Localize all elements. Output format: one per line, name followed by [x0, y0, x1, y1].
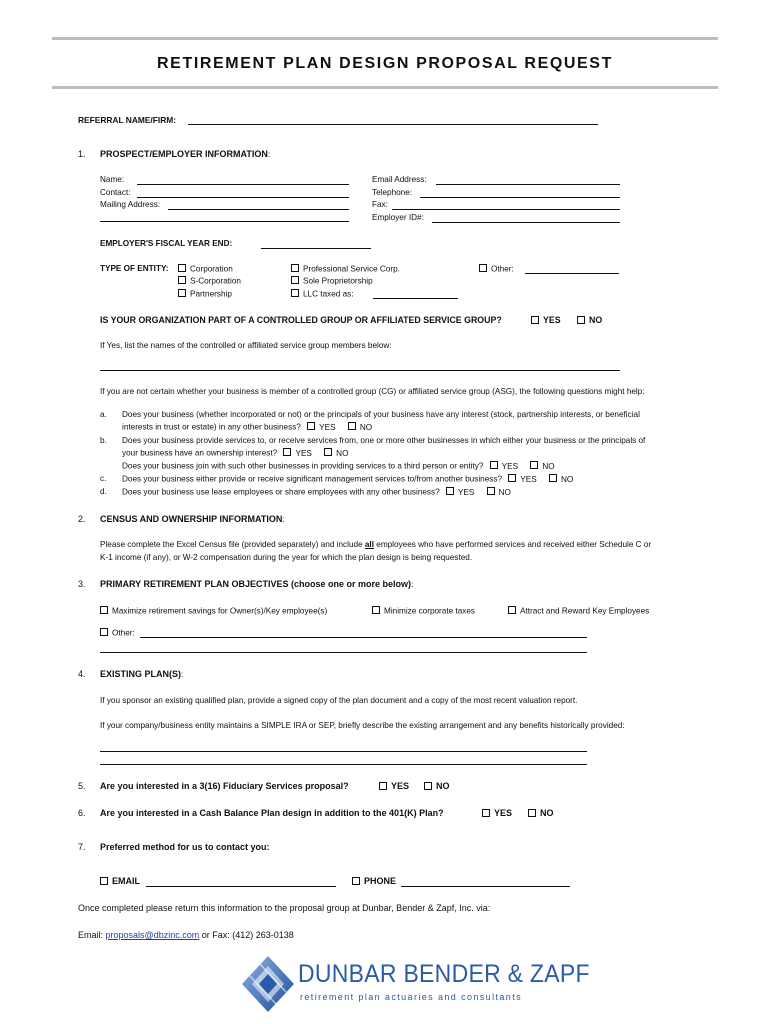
- controlled-no-label: NO: [589, 315, 603, 325]
- cash-balance-no[interactable]: [528, 808, 554, 818]
- question-a-no-label: NO: [359, 422, 373, 432]
- question-a-line-1: Does your business (whether incorporated or not) or the principals of your business have any interest (stock, partnership interests, or beneficial: [122, 410, 640, 419]
- section-2-colon: :: [282, 514, 285, 524]
- entity-partnership-label: Partnership: [190, 289, 232, 299]
- section-1-heading: [100, 149, 270, 159]
- question-c-yes-label: YES: [520, 474, 537, 484]
- question-a-text-2: interests in trust or estate) in any other business?: [122, 422, 301, 432]
- question-c-letter: c.: [100, 474, 107, 483]
- question-d-text: Does your business use lease employees or share employees with any other business?: [122, 487, 440, 497]
- question-d-yes-label: YES: [457, 487, 475, 497]
- controlled-yes[interactable]: [531, 315, 561, 325]
- fax-field[interactable]: [392, 209, 620, 210]
- section-6-title: Are you interested in a Cash Balance Plan design in addition to the 401(K) Plan?: [100, 808, 444, 818]
- email-fax-line: [78, 930, 294, 940]
- section-5-title: Are you interested in a 3(16) Fiduciary Services proposal?: [100, 781, 349, 791]
- fiduciary-yes[interactable]: [379, 781, 409, 791]
- controlled-no[interactable]: [577, 315, 602, 325]
- question-b-line-3: [122, 461, 555, 471]
- existing-plan-text-2: If your company/business entity maintains a SIMPLE IRA or SEP, briefly describe the existing arrangement and any benefits historically provided:: [100, 721, 625, 730]
- if-yes-text: If Yes, list the names of the controlled or affiliated service group members below:: [100, 341, 392, 350]
- referral-field[interactable]: [188, 124, 598, 125]
- checkbox-icon[interactable]: [487, 487, 495, 495]
- question-d-line-1: [122, 487, 511, 497]
- census-all-emphasis: all: [364, 540, 374, 549]
- fiscal-label: EMPLOYER'S FISCAL YEAR END:: [100, 239, 233, 248]
- fax-label: Fax:: [372, 200, 388, 209]
- fiduciary-no[interactable]: [424, 781, 450, 791]
- top-rule: [52, 37, 718, 40]
- logo-name: DUNBAR BENDER & ZAPF: [298, 960, 590, 988]
- email-label-footer: Email:: [78, 930, 104, 940]
- employer-id-label: Employer ID#:: [372, 213, 424, 222]
- entity-professional[interactable]: [291, 264, 400, 274]
- entity-llc[interactable]: [291, 289, 354, 299]
- checkbox-icon[interactable]: [490, 461, 498, 469]
- checkbox-icon[interactable]: [291, 264, 299, 272]
- section-3-heading: [100, 579, 413, 589]
- contact-field[interactable]: [137, 197, 349, 198]
- question-a-line-2: [122, 422, 372, 432]
- checkbox-icon[interactable]: [100, 628, 108, 636]
- checkbox-icon[interactable]: [291, 289, 299, 297]
- checkbox-icon[interactable]: [100, 606, 108, 614]
- question-d-letter: d.: [100, 487, 107, 496]
- telephone-field[interactable]: [420, 197, 620, 198]
- contact-email-field[interactable]: [146, 886, 336, 887]
- group-members-field[interactable]: [100, 370, 620, 371]
- existing-plan-field-2[interactable]: [100, 764, 587, 765]
- fiduciary-yes-label: YES: [391, 781, 410, 791]
- section-4-colon: :: [181, 669, 184, 679]
- checkbox-icon[interactable]: [531, 316, 539, 324]
- existing-plan-field-1[interactable]: [100, 751, 587, 752]
- section-4-number: 4.: [78, 669, 86, 679]
- mailing-field[interactable]: [168, 209, 349, 210]
- census-line-1: [100, 540, 651, 549]
- objective-other-field-2[interactable]: [100, 652, 587, 653]
- email-label: Email Address:: [372, 175, 427, 184]
- checkbox-icon[interactable]: [178, 264, 186, 272]
- objective-minimize[interactable]: [372, 606, 475, 616]
- title-rule: [52, 86, 718, 89]
- telephone-label: Telephone:: [372, 188, 413, 197]
- question-b-yes-label: YES: [295, 448, 312, 458]
- section-1-colon: :: [267, 149, 271, 159]
- checkbox-icon[interactable]: [508, 606, 516, 614]
- question-d-yes[interactable]: [446, 488, 474, 497]
- objective-other-label: Other:: [112, 628, 135, 638]
- checkbox-icon[interactable]: [379, 782, 387, 790]
- question-d-no[interactable]: [487, 488, 511, 497]
- referral-row: [78, 115, 176, 125]
- checkbox-icon[interactable]: [324, 448, 332, 456]
- question-b-line-2: [122, 448, 348, 458]
- question-b3-no[interactable]: [530, 462, 554, 471]
- entity-professional-label: Professional Service Corp.: [303, 264, 400, 274]
- checkbox-icon[interactable]: [577, 316, 585, 324]
- contact-email-option[interactable]: [100, 876, 140, 886]
- section-2-title: CENSUS AND OWNERSHIP INFORMATION: [100, 514, 283, 524]
- section-4-title: EXISTING PLAN(S): [100, 669, 182, 679]
- fax-text: or Fax: (412) 263-0138: [199, 930, 294, 940]
- checkbox-icon[interactable]: [283, 448, 291, 456]
- entity-other-field[interactable]: [525, 273, 619, 274]
- checkbox-icon[interactable]: [508, 474, 516, 482]
- section-6-number: 6.: [78, 808, 86, 818]
- entity-corporation-label: Corporation: [190, 264, 233, 274]
- mailing-label: Mailing Address:: [100, 200, 161, 209]
- census-text-1b: employees who have performed services and received either Schedule C or: [373, 540, 652, 549]
- checkbox-icon[interactable]: [348, 422, 356, 430]
- question-a-no[interactable]: [348, 423, 372, 432]
- entity-partnership[interactable]: [178, 289, 232, 299]
- question-c-line-1: [122, 474, 573, 484]
- llc-field[interactable]: [373, 298, 458, 299]
- contact-phone-option[interactable]: [352, 876, 396, 886]
- checkbox-icon[interactable]: [446, 487, 454, 495]
- entity-label: TYPE OF ENTITY:: [100, 264, 169, 273]
- question-b3-yes-label: YES: [501, 461, 519, 471]
- question-a-letter: a.: [100, 410, 107, 419]
- question-b-text-3: Does your business join with such other businesses in providing services to a third person or entity?: [122, 461, 484, 471]
- contact-email-label: EMAIL: [112, 876, 140, 886]
- checkbox-icon[interactable]: [178, 289, 186, 297]
- census-line-2: K-1 income (if any), or W-2 compensation during the year for which the plan design is being requested.: [100, 553, 473, 562]
- objective-maximize[interactable]: [100, 606, 327, 616]
- question-a-yes[interactable]: [307, 423, 335, 432]
- question-b-letter: b.: [100, 436, 107, 445]
- checkbox-icon[interactable]: [530, 461, 538, 469]
- referral-label: REFERRAL NAME/FIRM:: [78, 115, 177, 125]
- section-7-number: 7.: [78, 842, 86, 852]
- checkbox-icon[interactable]: [528, 809, 536, 817]
- entity-s-corporation-label: S-Corporation: [190, 276, 241, 286]
- entity-sole[interactable]: [291, 276, 373, 286]
- question-c-no-label: NO: [560, 474, 574, 484]
- page-title: RETIREMENT PLAN DESIGN PROPOSAL REQUEST: [157, 55, 613, 72]
- employer-id-field[interactable]: [432, 222, 620, 223]
- logo-tagline: retirement plan actuaries and consultants: [300, 992, 522, 1002]
- checkbox-icon[interactable]: [178, 276, 186, 284]
- section-1-title: PROSPECT/EMPLOYER INFORMATION: [100, 149, 268, 159]
- name-field[interactable]: [137, 184, 349, 185]
- cash-balance-yes-label: YES: [494, 808, 513, 818]
- section-1-number: 1.: [78, 149, 86, 159]
- company-logo: [240, 954, 590, 1014]
- controlled-yes-label: YES: [543, 315, 561, 325]
- return-instructions: Once completed please return this information to the proposal group at Dunbar, Bender & Zapf, Inc. via:: [78, 903, 491, 913]
- checkbox-icon[interactable]: [424, 782, 432, 790]
- controlled-group-text: IS YOUR ORGANIZATION PART OF A CONTROLLED GROUP OR AFFILIATED SERVICE GROUP?: [100, 315, 502, 325]
- email-link[interactable]: proposals@dbzinc.com: [105, 930, 200, 940]
- section-3-colon: :: [411, 579, 414, 589]
- checkbox-icon[interactable]: [291, 276, 299, 284]
- objective-maximize-label: Maximize retirement savings for Owner(s)/Key employee(s): [112, 606, 328, 616]
- question-d-no-label: NO: [498, 487, 511, 497]
- section-3-title: PRIMARY RETIREMENT PLAN OBJECTIVES (choose one or more below): [100, 579, 412, 589]
- objective-attract[interactable]: [508, 606, 649, 616]
- census-text-1a: Please complete the Excel Census file (provided separately) and include: [100, 540, 365, 549]
- question-c-text: Does your business either provide or receive significant management services to/from another business?: [122, 474, 502, 484]
- question-b3-yes[interactable]: [490, 462, 518, 471]
- question-a-yes-label: YES: [319, 422, 336, 432]
- entity-s-corporation[interactable]: [178, 276, 241, 286]
- mailing-field-2[interactable]: [100, 221, 349, 222]
- question-b-text-2: your business have an ownership interest?: [122, 448, 278, 458]
- question-b-yes[interactable]: [283, 449, 311, 458]
- fiduciary-no-label: NO: [436, 781, 450, 791]
- checkbox-icon[interactable]: [479, 264, 487, 272]
- question-b3-no-label: NO: [542, 461, 555, 471]
- cash-balance-no-label: NO: [540, 808, 554, 818]
- question-b-line-1: Does your business provide services to, or receive services from, one or more other businesses in which either your business or the principals of: [122, 436, 646, 445]
- fiscal-field[interactable]: [261, 248, 371, 249]
- entity-other[interactable]: [479, 264, 514, 274]
- checkbox-icon[interactable]: [482, 809, 490, 817]
- not-certain-text: If you are not certain whether your business is member of a controlled group (CG) or affiliated service group (ASG), the following questions might help:: [100, 387, 645, 396]
- checkbox-icon[interactable]: [307, 422, 315, 430]
- question-c-yes[interactable]: [508, 475, 536, 484]
- checkbox-icon[interactable]: [352, 877, 360, 885]
- contact-phone-field[interactable]: [401, 886, 570, 887]
- objective-attract-label: Attract and Reward Key Employees: [520, 606, 650, 616]
- objective-other-field[interactable]: [140, 637, 587, 638]
- objective-other[interactable]: [100, 628, 135, 638]
- section-5-number: 5.: [78, 781, 86, 791]
- existing-plan-text-1: If you sponsor an existing qualified plan, provide a signed copy of the plan document and a copy of the most recent valuation report.: [100, 696, 578, 705]
- contact-label: Contact:: [100, 188, 131, 197]
- entity-corporation[interactable]: [178, 264, 233, 274]
- question-b-no-label: NO: [336, 448, 349, 458]
- entity-sole-label: Sole Proprietorship: [303, 276, 373, 286]
- checkbox-icon[interactable]: [549, 474, 557, 482]
- logo-diamond-icon: [240, 954, 296, 1014]
- entity-llc-label: LLC taxed as:: [303, 289, 354, 299]
- email-field[interactable]: [436, 184, 620, 185]
- name-label: Name:: [100, 175, 125, 184]
- entity-other-label: Other:: [491, 264, 514, 274]
- section-2-number: 2.: [78, 514, 86, 524]
- cash-balance-yes[interactable]: [482, 808, 512, 818]
- question-c-no[interactable]: [549, 475, 573, 484]
- section-7-title: Preferred method for us to contact you:: [100, 842, 270, 852]
- objective-minimize-label: Minimize corporate taxes: [384, 606, 476, 616]
- section-3-number: 3.: [78, 579, 86, 589]
- contact-phone-label: PHONE: [364, 876, 397, 886]
- checkbox-icon[interactable]: [100, 877, 108, 885]
- section-4-heading: [100, 669, 183, 679]
- section-2-heading: [100, 514, 285, 524]
- question-b-no[interactable]: [324, 449, 348, 458]
- checkbox-icon[interactable]: [372, 606, 380, 614]
- controlled-group-question: [100, 315, 502, 325]
